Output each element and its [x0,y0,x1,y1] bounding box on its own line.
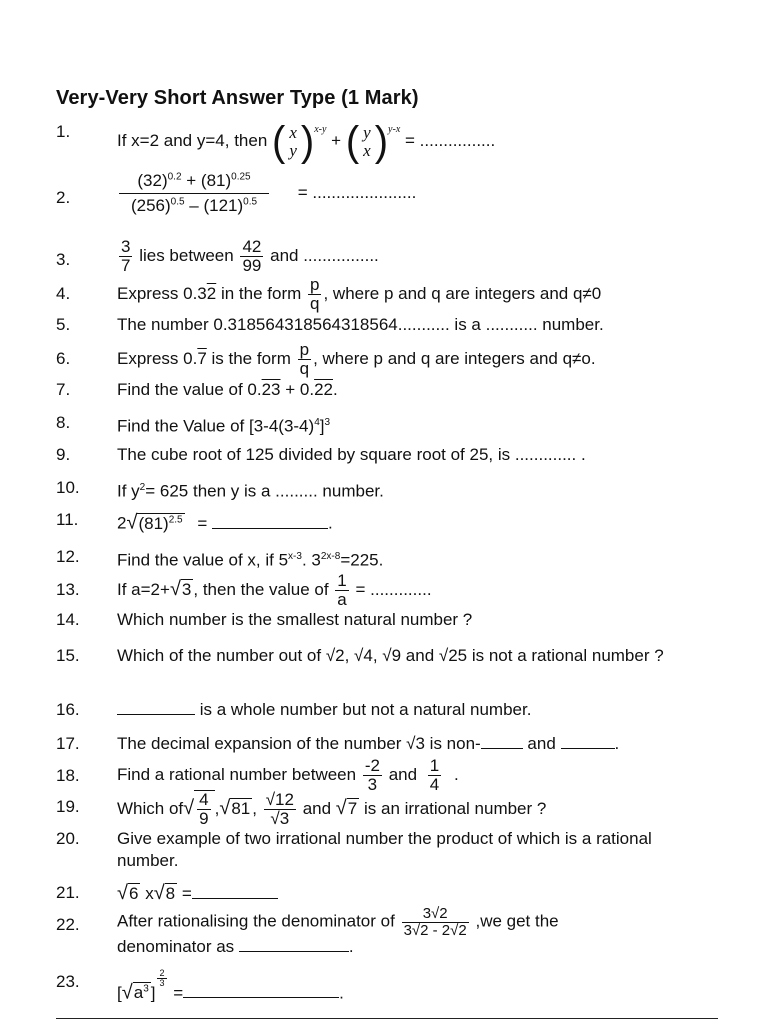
question-number: 23. [56,972,80,991]
answer-blank[interactable] [561,748,615,749]
question-number: 3. [56,250,71,269]
answer-blank[interactable] [481,748,523,749]
fraction: $\frac{4}{9}$ [199,790,209,828]
question-number: 2. [56,188,71,207]
question-number: 13. [56,580,80,599]
fraction: $\frac{1}{a}$ [337,571,347,609]
question-text: Which of the number out of √2, √4, √9 and √25 is not a rational number ? [117,646,664,665]
question-text: is a whole number but not a natural number. [117,699,531,721]
radical-sign: √ [183,796,195,819]
question-number: 8. [56,413,71,432]
radical-sign: √ [169,577,181,600]
question-text: Find a rational number between $\frac{-2}{3}$ and $\frac{1}{4}$ . [117,756,459,794]
question-text: After rationalising the denominator of $\frac{3√2}{3√2 - 2√2}$ ,we get the [117,905,559,939]
question-number: 14. [56,610,80,629]
answer-blank[interactable] [192,898,278,899]
question-number: 9. [56,445,71,464]
question-number: 17. [56,734,80,753]
fraction: $\frac{3}{7}$ [121,237,131,275]
question-text: If x=2 and y=4, then ( x y )$^{x-y}$ + ( y x )$^{y-x}$ = ................ [117,118,496,165]
question-number: 22. [56,915,80,934]
question-text: Which of√ $\frac{4}{9}$ ,√81 , $\frac{√12}{√3}$ and √7 is an irrational number ? [117,790,547,828]
fraction: $\frac{√12}{√3}$ [265,790,294,828]
radical-sign: √ [153,882,165,904]
fraction: $\frac{-2}{3}$ [364,756,380,794]
question-number: 20. [56,829,80,848]
question-number: 4. [56,284,71,303]
question-number: 15. [56,646,80,665]
fraction: x y [289,122,297,160]
question-text: Express 0.32 in the form $\frac{p}{q}$ , where p and q are integers and q≠0 [117,275,602,313]
fraction: $\frac{p}{q}$ [299,340,310,378]
fraction: $\frac{p}{q}$ [310,275,320,313]
question-text: If a=2+√3 , then the value of $\frac{1}{a}$ = ............. [117,571,432,609]
radical-sign: √ [126,511,138,534]
section-heading: Very-Very Short Answer Type (1 Mark) [56,87,419,109]
question-number: 19. [56,797,80,816]
question-text: Give example of two irrational number the product of which is a rational number. [117,829,652,870]
question-number: 16. [56,700,80,719]
fraction: $\frac{2}{3}$ [159,968,165,989]
question-text: $2√(81)^{2.5}$ = . [117,511,333,534]
question-number: 12. [56,547,80,566]
radical-sign: √ [335,796,347,819]
question-number: 5. [56,315,71,334]
question-text: The cube root of 125 divided by square root of 25, is ............. . [117,445,586,464]
bottom-rule [56,1018,718,1019]
question-text: $\frac{(32)^{0.2} + (81)^{0.25}}{(256)^{0.5} - (121)^{0.5}}$ = ...................... [117,172,416,215]
question-number: 10. [56,478,80,497]
radical-sign: √ [219,796,231,819]
question-text: [$√a^3$ ] $\frac{2}{3}$ = . [117,968,344,1004]
answer-blank[interactable] [212,528,328,529]
question-text: Express 0.7 is the form $\frac{p}{q}$ , where p and q are integers and q≠o. [117,340,596,378]
fraction: $\frac{42}{99}$ [242,237,262,275]
question-text: Which number is the smallest natural number ? [117,610,473,629]
question-text: Find the value of 0.23 + 0.22. [117,380,338,399]
fraction: $\frac{3√2}{3√2 - 2√2}$ [403,905,467,939]
question-text: Find the Value of $[3-4(3-4)^4]^3$ [117,416,331,436]
question-text: $\frac{3}{7}$ lies between $\frac{42}{99}$ and ................ [121,237,379,275]
fraction: y x [363,122,371,160]
question-text: √6 x√8 = [117,882,278,905]
question-text: If $y^2= 625$ then y is a ......... number. [117,481,384,501]
question-number: 21. [56,883,80,902]
answer-blank[interactable] [117,714,195,715]
question-number: 1. [56,122,71,141]
fraction: $\frac{(32)^{0.2} + (81)^{0.25}}{(256)^{0.5} - (121)^{0.5}}$ [119,172,269,215]
answer-blank[interactable] [239,951,349,952]
question-text: The decimal expansion of the number √3 is non- and . [117,734,620,753]
question-number: 18. [56,766,80,785]
question-number: 11. [56,510,79,529]
question-text-line2: denominator as . [117,937,354,956]
radical-sign: √ [117,882,128,904]
answer-blank[interactable] [183,997,339,998]
question-text: The number 0.318564318564318564........... is a ........... number. [117,315,604,334]
question-text: Find the value of x, if 5$^{x-3}$. $3^{2x-8}=225$. [117,550,384,570]
radical-sign: √ [121,981,133,1004]
fraction: $\frac{1}{4}$ [429,756,440,794]
question-number: 6. [56,349,71,368]
question-number: 7. [56,380,71,399]
